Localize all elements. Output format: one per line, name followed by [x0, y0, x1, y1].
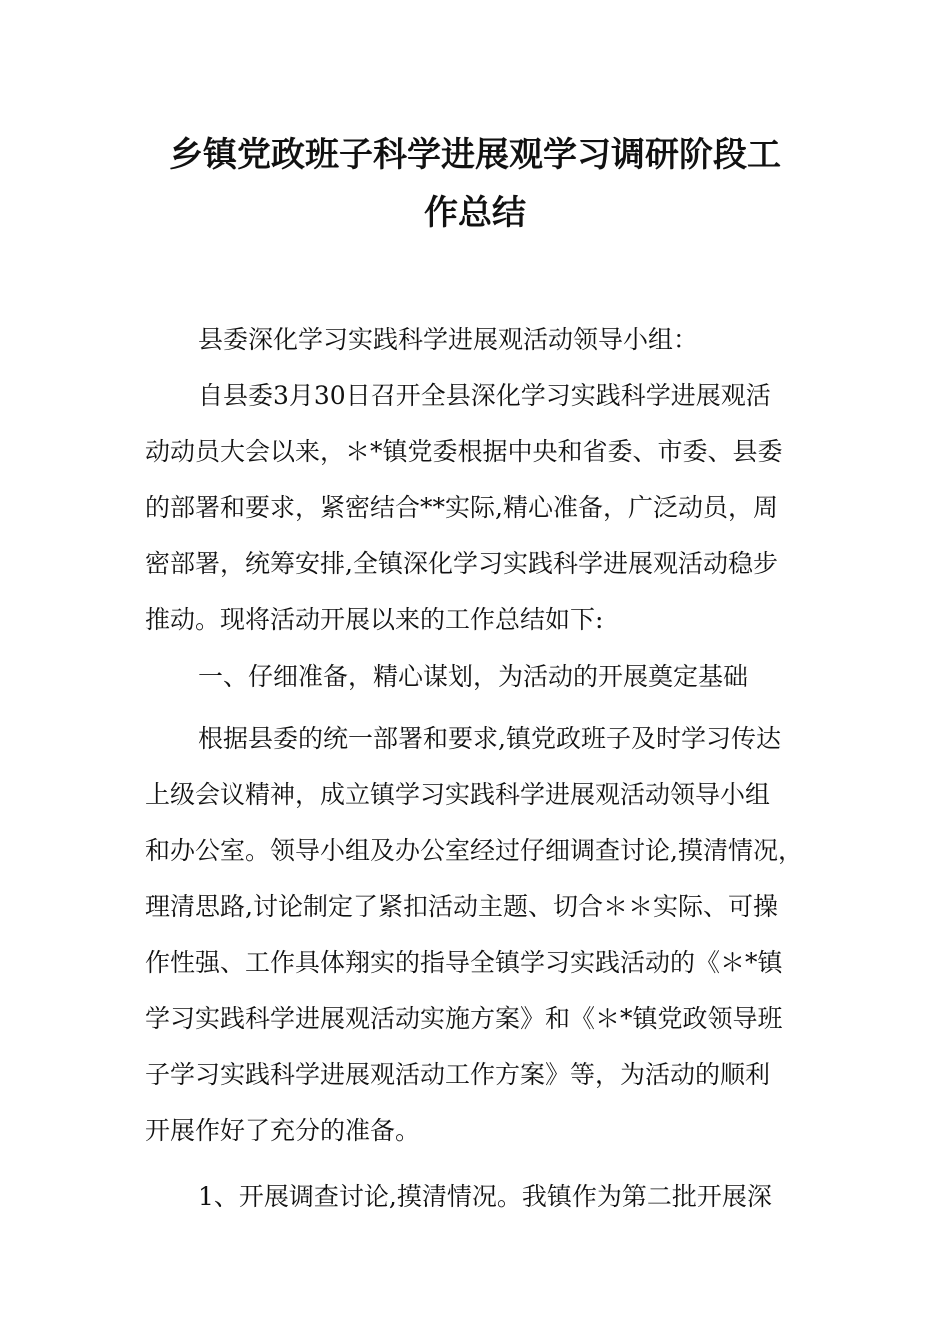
body-line: 动动员大会以来，＊*镇党委根据中央和省委、市委、县委 [145, 437, 783, 466]
section-heading: 一、仔细准备，精心谋划，为活动的开展奠定基础 [198, 662, 749, 691]
body-line: 理清思路,讨论制定了紧扣活动主题、切合＊＊实际、可操 [145, 892, 778, 921]
body-line: 自县委3月30日召开全县深化学习实践科学进展观活 [198, 381, 771, 410]
body-line: 子学习实践科学进展观活动工作方案》等，为活动的顺利 [145, 1060, 771, 1089]
salutation: 县委深化学习实践科学进展观活动领导小组： [198, 325, 699, 354]
body-line: 根据县委的统一部署和要求,镇党政班子及时学习传达 [198, 724, 781, 753]
document-title-line-1: 乡镇党政班子科学进展观学习调研阶段工 [169, 135, 781, 175]
body-line: 1、开展调查讨论,摸清情况。我镇作为第二批开展深 [198, 1182, 772, 1211]
body-line: 推动。现将活动开展以来的工作总结如下: [145, 605, 604, 634]
body-line: 和办公室。领导小组及办公室经过仔细调查讨论,摸清情况， [145, 836, 803, 865]
document-title-line-2: 作总结 [424, 193, 526, 233]
body-line: 密部署，统筹安排,全镇深化学习实践科学进展观活动稳步 [145, 549, 778, 578]
body-line: 上级会议精神，成立镇学习实践科学进展观活动领导小组 [145, 780, 771, 809]
body-line: 作性强、工作具体翔实的指导全镇学习实践活动的《＊*镇 [145, 948, 783, 977]
body-line: 的部署和要求，紧密结合**实际,精心准备，广泛动员，周 [145, 493, 778, 522]
body-line: 学习实践科学进展观活动实施方案》和《＊*镇党政领导班 [145, 1004, 783, 1033]
body-line: 开展作好了充分的准备。 [145, 1116, 421, 1145]
